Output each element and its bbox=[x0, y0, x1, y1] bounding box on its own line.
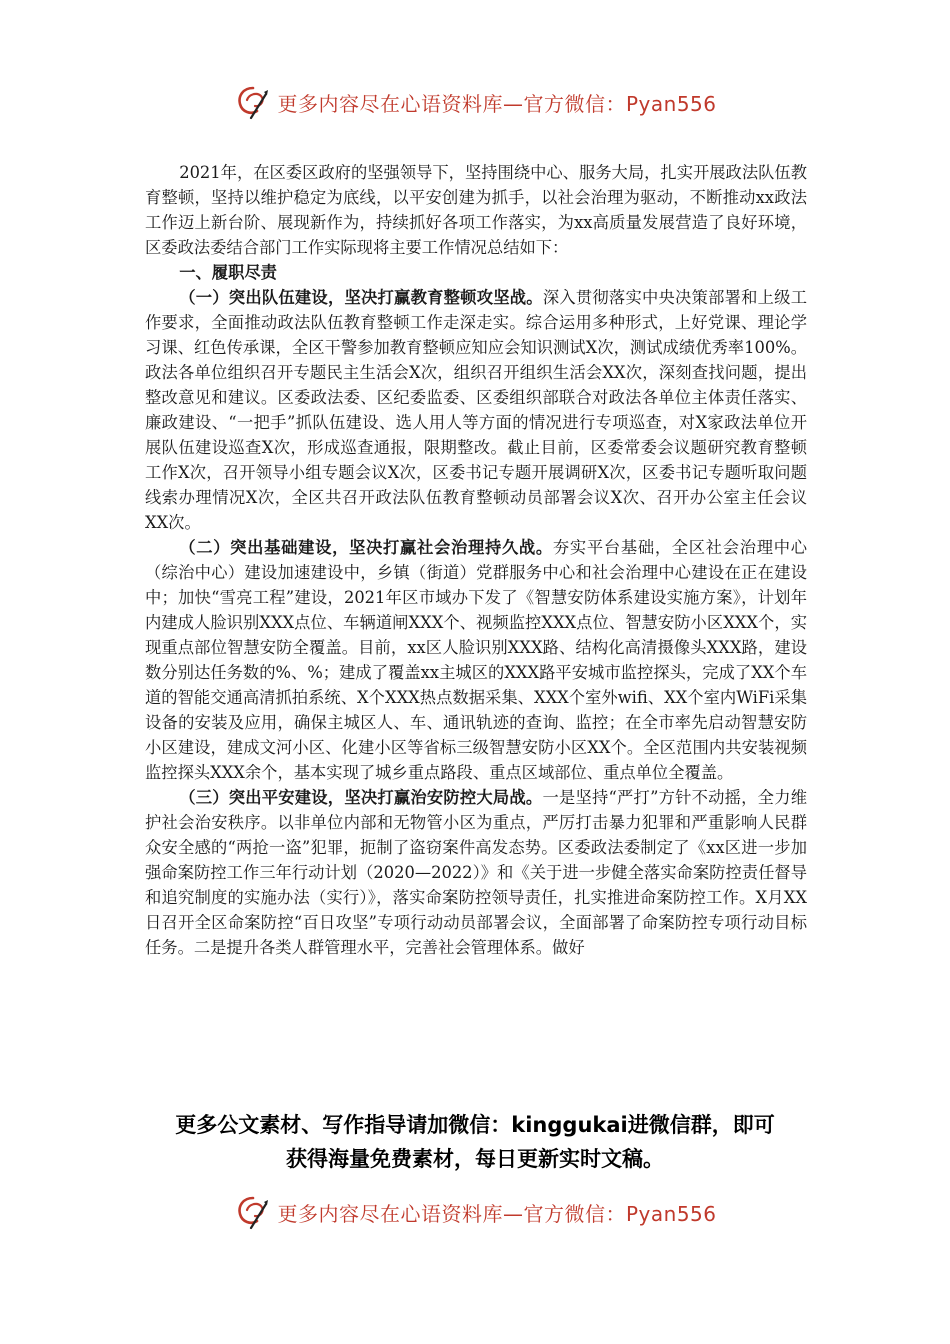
paragraph-public-safety bbox=[145, 785, 807, 960]
banner-text: 更多内容尽在心语资料库—官方微信：Pyan556 bbox=[277, 1201, 717, 1226]
paragraph-lead: （三）突出平安建设，坚决打赢治安防控大局战。 bbox=[179, 788, 543, 807]
banner-text: 更多内容尽在心语资料库—官方微信：Pyan556 bbox=[277, 91, 717, 116]
paragraph-body: 深入贯彻落实中央决策部署和上级工作要求，全面推动政法队伍教育整顿工作走深走实。综合运用多种形式，上好党课、理论学习课、红色传承课，全区干警参加教育整顿应知应会知识测试X次，测试成绩优秀率100%。政法各单位组织召开专题民主生活会X次，组织召开组织生活会XX次，深刻查找问题，提出整改意见和建议。区委政法委、区纪委监委、区委组织部联合对政法各单位主体责任落实、廉政建设、“一把手”抓队伍建设、选人用人等方面的情况进行专项巡查，对X家政法单位开展队伍建设巡查X次，形成巡查通报，限期整改。截止目前，区委常委会议题研究教育整顿工作X次，召开领导小组专题会议X次，区委书记专题开展调研X次，区委书记专题听取问题线索办理情况X次，全区共召开政法队伍教育整顿动员部署会议X次、召开办公室主任会议XX次。 bbox=[145, 288, 807, 532]
paragraph-body: 夯实平台基础，全区社会治理中心（综治中心）建设加速建设中，乡镇（街道）党群服务中心和社会治理中心建设在正在建设中；加快“雪亮工程”建设，2021年区市域办下发了《智慧安防体系建设实施方案》，计划年内建成人脸识别XXX点位、车辆道闸XXX个、视频监控XXX点位、智慧安防小区XXX个，实现重点部位智慧安防全覆盖。目前，xx区人脸识别XXX路、结构化高清摄像头XXX路，建设数分别达任务数的%、%；建成了覆盖xx主城区的XXX路平安城市监控探头，完成了XX个车道的智能交通高清抓拍系统、X个XXX热点数据采集、XXX个室外wifi、XX个室内WiFi采集设备的安装及应用，确保主城区人、车、通讯轨迹的查询、监控；在全市率先启动智慧安防小区建设，建成文河小区、化建小区等省标三级智慧安防小区XX个。全区范围内共安装视频监控探头XXX余个，基本实现了城乡重点路段、重点区域部位、重点单位全覆盖。 bbox=[145, 538, 807, 782]
document-body bbox=[145, 160, 807, 960]
promo-line: 更多公文素材、写作指导请加微信：kinggukai进微信群，即可 bbox=[175, 1113, 775, 1137]
paragraph-team-building bbox=[145, 285, 807, 535]
paragraph-infrastructure bbox=[145, 535, 807, 785]
promo-line: 获得海量免费素材，每日更新实时文稿。 bbox=[286, 1147, 664, 1171]
pen-swirl-logo-icon bbox=[233, 1192, 273, 1232]
promo-text bbox=[120, 1108, 830, 1176]
paragraph-lead: （二）突出基础建设，坚决打赢社会治理持久战。 bbox=[179, 538, 553, 557]
header-banner bbox=[0, 78, 950, 126]
paragraph-body: 一是坚持“严打”方针不动摇，全力维护社会治安秩序。以非单位内部和无物管小区为重点，严厉打击暴力犯罪和严重影响人民群众安全感的“两抢一盗”犯罪，扼制了盗窃案件高发态势。区委政法委制定了《xx区进一步加强命案防控工作三年行动计划（2020—2022）》和《关于进一步健全落实命案防控责任督导和追究制度的实施办法（实行）》，落实命案防控领导责任，扎实推进命案防控工作。X月XX日召开全区命案防控“百日攻坚”专项行动动员部署会议，全面部署了命案防控专项行动目标任务。二是提升各类人群管理水平，完善社会管理体系。做好 bbox=[145, 788, 807, 957]
wechat-id: Pyan556 bbox=[625, 91, 717, 116]
pen-swirl-logo-icon bbox=[233, 82, 273, 122]
section-heading: 一、履职尽责 bbox=[179, 263, 277, 282]
wechat-id: Pyan556 bbox=[625, 1201, 717, 1226]
intro-paragraph: 2021年，在区委区政府的坚强领导下，坚持围绕中心、服务大局，扎实开展政法队伍教育整顿，坚持以维护稳定为底线，以平安创建为抓手，以社会治理为驱动，不断推动xx政法工作迈上新台阶、展现新作为，持续抓好各项工作落实，为xx高质量发展营造了良好环境，区委政法委结合部门工作实际现将主要工作情况总结如下： bbox=[145, 163, 807, 257]
paragraph-lead: （一）突出队伍建设，坚决打赢教育整顿攻坚战。 bbox=[179, 288, 543, 307]
footer-banner bbox=[0, 1188, 950, 1236]
